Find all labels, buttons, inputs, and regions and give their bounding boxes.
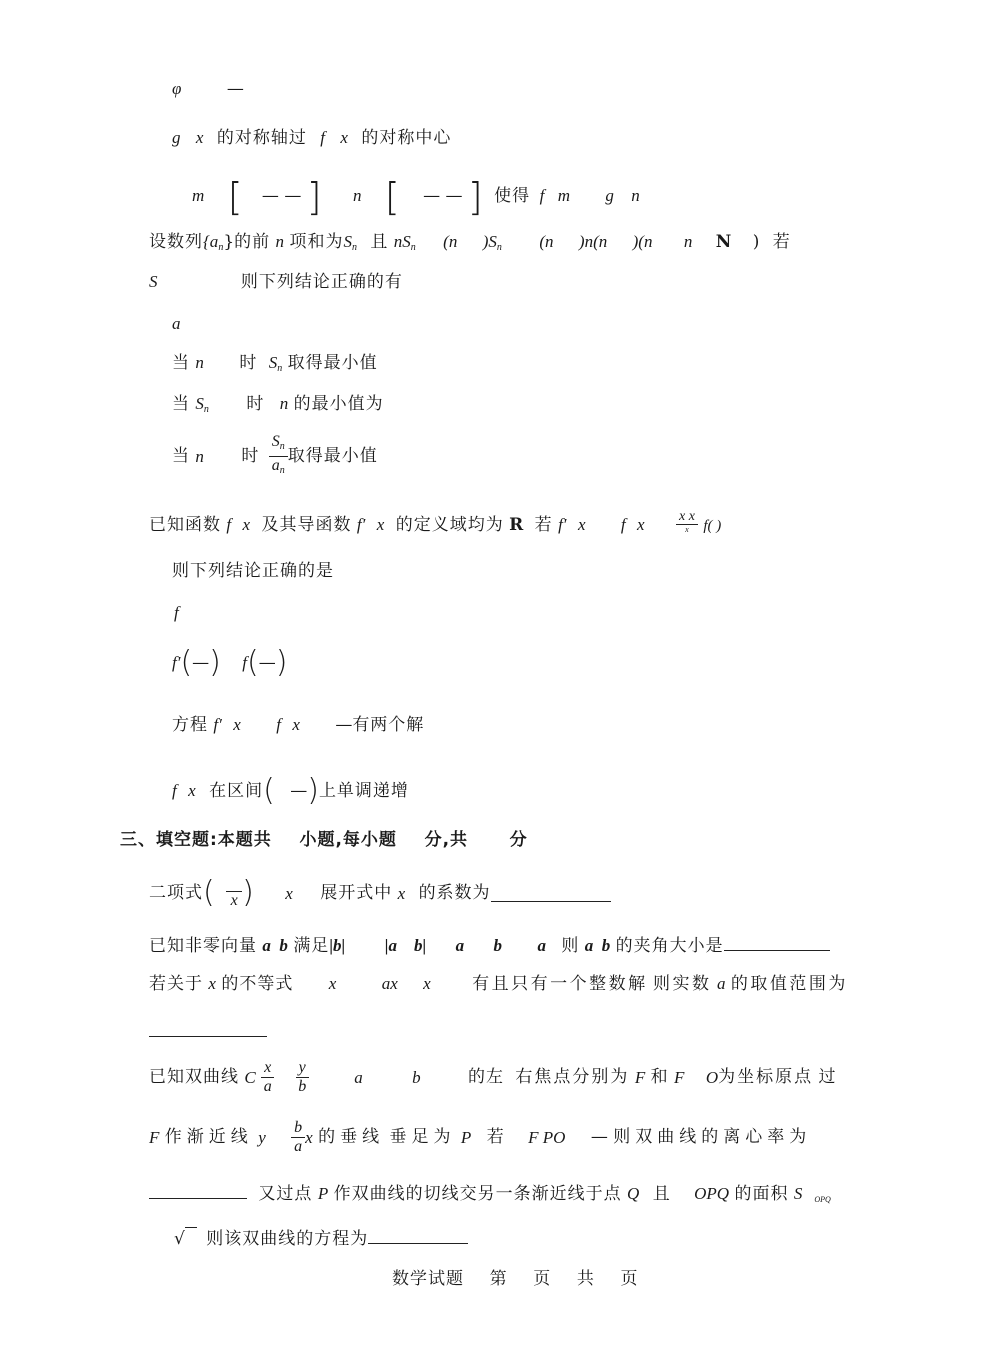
dash: — bbox=[590, 1127, 608, 1147]
option-a bbox=[174, 604, 179, 622]
fraction-S-over-a bbox=[269, 433, 288, 480]
subscript: n bbox=[351, 242, 357, 253]
text: 时 bbox=[246, 394, 265, 414]
text: 二项式 bbox=[149, 883, 203, 903]
var-x: x bbox=[292, 715, 300, 734]
var-f: f bbox=[174, 603, 179, 622]
bracket-open: [ bbox=[384, 175, 400, 219]
text: 的对称轴过 bbox=[216, 128, 307, 148]
var-x: x bbox=[397, 884, 406, 903]
text: 有两个解 bbox=[352, 715, 425, 735]
paren: ( bbox=[180, 645, 193, 680]
answer-blank[interactable] bbox=[149, 1020, 267, 1037]
answer-blank[interactable] bbox=[368, 1227, 468, 1244]
question-16-line-3 bbox=[149, 1182, 831, 1204]
var-O: O bbox=[705, 1068, 719, 1087]
var-S: S bbox=[268, 353, 278, 372]
var-F: F bbox=[634, 1068, 646, 1087]
text: 且 bbox=[652, 1184, 671, 1204]
denominator: x bbox=[230, 892, 238, 909]
var-m: m bbox=[192, 186, 205, 205]
question-sequence-stem-2 bbox=[149, 273, 403, 291]
var-a: a bbox=[354, 1068, 363, 1087]
expr: )n(n bbox=[578, 232, 608, 251]
var-S: S bbox=[793, 1184, 803, 1203]
text: 取得最小值 bbox=[287, 353, 378, 373]
denominator: a bbox=[294, 1138, 303, 1155]
var-f: f bbox=[172, 781, 177, 800]
text: 和 bbox=[650, 1067, 669, 1087]
text: 项和为 bbox=[289, 232, 344, 252]
norm-b: |b| bbox=[329, 936, 346, 955]
dash: — bbox=[258, 653, 276, 673]
dash: — bbox=[335, 715, 353, 735]
vector-a: a bbox=[455, 936, 465, 955]
var-x: x bbox=[188, 781, 196, 800]
var-n: n bbox=[195, 353, 204, 372]
var-x: x bbox=[423, 974, 431, 993]
brace: } bbox=[223, 232, 235, 252]
text: 的夹角大小是 bbox=[615, 936, 724, 956]
text: 在区间 bbox=[209, 781, 264, 801]
fraction-x-over-a bbox=[261, 1059, 274, 1096]
set-R: R bbox=[509, 515, 524, 535]
numerator: y bbox=[296, 1059, 309, 1078]
bracket-close: ] bbox=[306, 175, 322, 219]
norm-ab: |a b| bbox=[384, 936, 427, 955]
answer-blank[interactable] bbox=[724, 934, 830, 951]
var-x: x bbox=[285, 884, 293, 903]
text: 的面积 bbox=[734, 1184, 789, 1204]
paren: ) bbox=[752, 232, 760, 252]
text: 的取值范围为 bbox=[730, 974, 848, 994]
text: 当 bbox=[172, 394, 190, 414]
numerator: b bbox=[291, 1119, 305, 1138]
question-14 bbox=[149, 934, 830, 955]
section-title: 三、填空题:本题共 小题,每小题 分,共 分 bbox=[120, 830, 528, 850]
var-C: C bbox=[244, 1068, 256, 1087]
fraction-b-over-a bbox=[291, 1119, 305, 1156]
var-S: S bbox=[343, 232, 352, 251]
var-x: x bbox=[242, 515, 251, 534]
text: 的垂线 bbox=[318, 1127, 385, 1147]
text: 时 bbox=[239, 353, 258, 373]
var-m: m bbox=[557, 186, 570, 205]
expr: f( ) bbox=[703, 518, 722, 534]
text: 垂足为 bbox=[389, 1127, 456, 1147]
var-y: y bbox=[258, 1128, 266, 1147]
footer-text: 数学试题 第 页 共 页 bbox=[392, 1269, 639, 1289]
subscript: n bbox=[277, 363, 283, 374]
var-x: x bbox=[233, 715, 241, 734]
option-b bbox=[172, 354, 378, 374]
text: 若 bbox=[486, 1127, 505, 1147]
option-c bbox=[172, 716, 424, 734]
option-d bbox=[172, 433, 378, 480]
vectors-ab: a b bbox=[584, 936, 611, 955]
var-x: x bbox=[637, 515, 645, 534]
vector-b: b bbox=[493, 936, 503, 955]
text: 则双曲线的离心率为 bbox=[613, 1127, 812, 1147]
question-function-stem-2 bbox=[172, 563, 334, 580]
denominator: b bbox=[298, 1078, 307, 1095]
text: 有且只有一个整数解 bbox=[472, 974, 648, 994]
paren: ( bbox=[247, 645, 259, 680]
bracket-open: [ bbox=[227, 175, 243, 219]
fraction bbox=[226, 877, 242, 910]
triangle-OPQ: OPQ bbox=[694, 1184, 730, 1203]
text: 若 bbox=[772, 232, 791, 252]
text: 若关于 bbox=[149, 974, 203, 994]
text: 时 bbox=[241, 446, 260, 466]
text: 且 bbox=[370, 232, 389, 252]
var-x: x bbox=[376, 515, 385, 534]
text: 又过点 bbox=[258, 1184, 313, 1204]
text: 为坐标原点 bbox=[718, 1067, 814, 1087]
var-x: x bbox=[195, 128, 204, 147]
sqrt-bar bbox=[185, 1227, 197, 1238]
text: 作渐近线 bbox=[164, 1127, 253, 1147]
question-15 bbox=[149, 975, 848, 993]
denominator: x bbox=[685, 525, 689, 534]
var-g: g bbox=[605, 186, 614, 205]
text: 取得最小值 bbox=[287, 446, 378, 466]
line-intervals bbox=[192, 175, 640, 219]
var-x: x bbox=[208, 974, 216, 993]
var-S: S bbox=[149, 272, 158, 291]
text: 当 bbox=[172, 353, 190, 373]
var-n: n bbox=[631, 186, 640, 205]
var-ax: ax bbox=[381, 974, 398, 993]
var-x: x bbox=[340, 128, 348, 147]
var-f: f bbox=[242, 653, 248, 672]
paren: ) bbox=[242, 875, 254, 910]
denominator: $a_n$ bbox=[271, 457, 285, 476]
subscript: n bbox=[218, 242, 224, 253]
paren: ) bbox=[307, 773, 319, 808]
var-a: {a bbox=[203, 232, 219, 251]
text: 若 bbox=[534, 515, 553, 535]
numerator: $S_n$ bbox=[269, 433, 288, 457]
text: 的不等式 bbox=[221, 974, 294, 994]
var-n: n bbox=[275, 232, 285, 251]
text: 过 bbox=[818, 1067, 837, 1087]
text: 的左 bbox=[468, 1067, 504, 1087]
text: 右焦点分别为 bbox=[515, 1067, 630, 1087]
text: 则该双曲线的方程为 bbox=[206, 1229, 369, 1249]
answer-blank[interactable] bbox=[149, 1182, 247, 1199]
expr: )S bbox=[482, 232, 497, 251]
var-P: P bbox=[317, 1184, 329, 1203]
text: 的系数为 bbox=[418, 883, 491, 903]
line-phi bbox=[172, 80, 244, 98]
text: 的最小值为 bbox=[293, 394, 384, 414]
text: 作双曲线的切线交另一条渐近线于点 bbox=[333, 1184, 622, 1204]
question-function-stem bbox=[149, 510, 721, 535]
text: 展开式中 bbox=[320, 883, 393, 903]
paren: ) bbox=[209, 645, 221, 680]
text: 设数列 bbox=[149, 232, 203, 252]
subscript: n bbox=[410, 242, 416, 253]
text: 的定义域均为 bbox=[395, 515, 504, 535]
var-P: P bbox=[460, 1128, 472, 1147]
expr: (n bbox=[443, 232, 458, 251]
var-fprime: f′ bbox=[172, 653, 181, 672]
var-a: a bbox=[716, 974, 726, 993]
text: 的对称中心 bbox=[361, 128, 452, 148]
paren: ( bbox=[203, 875, 215, 910]
line-symmetry bbox=[172, 129, 451, 147]
text: 使得 bbox=[494, 186, 531, 206]
text: 则实数 bbox=[653, 974, 712, 994]
answer-blank[interactable] bbox=[491, 885, 611, 902]
var-fprime: f′ bbox=[213, 715, 222, 734]
var-f: f bbox=[320, 128, 325, 147]
numerator: x x bbox=[676, 510, 698, 525]
expr: (n bbox=[539, 232, 554, 251]
set-N: N bbox=[715, 232, 732, 252]
var-x: x bbox=[328, 974, 337, 993]
text: 上单调递增 bbox=[318, 781, 409, 801]
vector-a: a bbox=[537, 936, 546, 955]
var-fprime: f′ bbox=[558, 515, 567, 534]
var-f: f bbox=[620, 515, 626, 534]
text: 已知非零向量 bbox=[149, 936, 257, 956]
var-Q: Q bbox=[627, 1184, 640, 1203]
dash: — bbox=[290, 781, 308, 801]
option-a bbox=[172, 315, 181, 333]
text: 的前 bbox=[234, 232, 271, 252]
question-16-line-1 bbox=[149, 1059, 837, 1096]
dash: — — bbox=[261, 186, 302, 206]
option-d bbox=[172, 773, 409, 808]
text: 则 bbox=[561, 936, 580, 956]
text: 则下列结论正确的有 bbox=[240, 272, 403, 292]
text: 已知双曲线 bbox=[149, 1067, 239, 1087]
text: 满足 bbox=[293, 936, 330, 956]
denominator: a bbox=[263, 1078, 272, 1095]
question-16-line-4 bbox=[174, 1227, 468, 1248]
dash: — bbox=[192, 653, 210, 673]
text: 及其导函数 bbox=[261, 515, 352, 535]
text: 当 bbox=[172, 446, 190, 466]
dash: — — bbox=[423, 186, 463, 206]
var-f: f bbox=[539, 186, 545, 205]
paren: ( bbox=[263, 773, 275, 808]
page-footer bbox=[392, 1271, 638, 1288]
var-f: f bbox=[226, 515, 232, 534]
option-b bbox=[172, 645, 288, 680]
var-n: n bbox=[279, 394, 289, 413]
var-g: g bbox=[172, 128, 181, 147]
var-x: x bbox=[305, 1128, 313, 1147]
question-sequence-stem bbox=[149, 233, 791, 253]
paren: ) bbox=[275, 645, 288, 680]
var-S: S bbox=[195, 394, 204, 413]
subscript: OPQ bbox=[814, 1195, 831, 1204]
text: 方程 bbox=[172, 715, 208, 735]
var-a: a bbox=[172, 314, 181, 333]
var-F: F bbox=[149, 1128, 160, 1147]
var-F: F bbox=[674, 1068, 685, 1087]
expr: )(n bbox=[632, 232, 653, 251]
var-n: n bbox=[683, 232, 693, 251]
numerator: x bbox=[261, 1059, 274, 1078]
bracket-close: ] bbox=[467, 175, 483, 219]
vectors-ab: a b bbox=[262, 936, 288, 955]
question-15-blank bbox=[149, 1020, 267, 1041]
option-c bbox=[172, 395, 384, 415]
var-f: f bbox=[276, 715, 281, 734]
var-n: n bbox=[195, 447, 204, 466]
var-b: b bbox=[412, 1068, 421, 1087]
numerator bbox=[226, 877, 242, 892]
angle-FPO: F PO bbox=[528, 1128, 566, 1147]
var-nS: nS bbox=[393, 232, 411, 251]
question-13 bbox=[149, 877, 611, 910]
dash: — bbox=[226, 79, 244, 99]
subscript: n bbox=[203, 404, 209, 415]
fraction bbox=[676, 510, 698, 535]
var-n: n bbox=[352, 186, 362, 205]
text: 则下列结论正确的是 bbox=[172, 561, 334, 581]
var-x: x bbox=[577, 515, 586, 534]
subscript: n bbox=[496, 242, 502, 253]
section-heading bbox=[120, 832, 528, 849]
fraction-y-over-b bbox=[296, 1059, 309, 1096]
phi-symbol: φ bbox=[172, 79, 182, 98]
text: 已知函数 bbox=[149, 515, 221, 535]
sqrt-symbol: √ bbox=[174, 1229, 185, 1249]
var-fprime: f′ bbox=[356, 515, 366, 534]
question-16-line-2 bbox=[149, 1119, 811, 1156]
